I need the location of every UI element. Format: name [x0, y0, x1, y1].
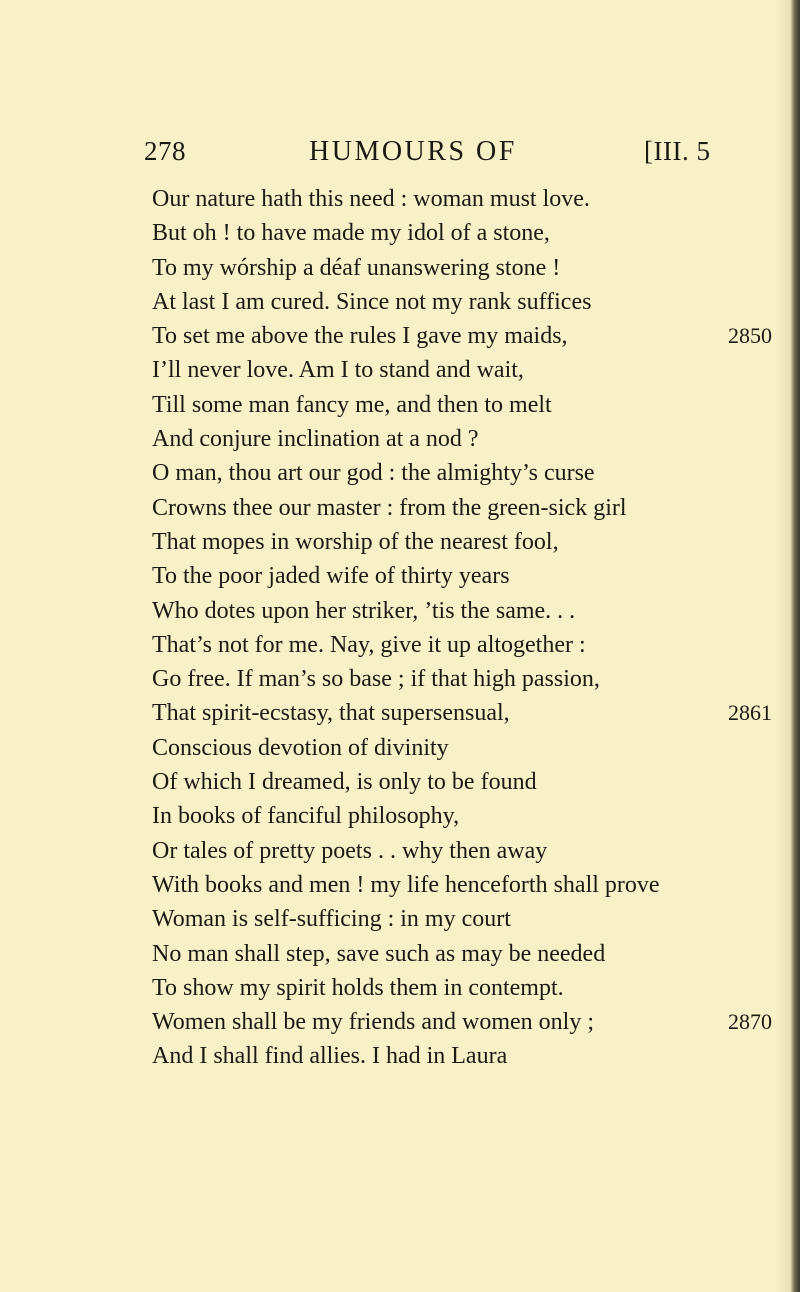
poem-line	[152, 491, 772, 525]
running-head	[144, 136, 770, 170]
poem-line-text: That mopes in worship of the nearest fool,	[152, 528, 559, 555]
poem-line	[152, 662, 772, 696]
section-reference: [III. 5	[644, 136, 711, 166]
poem-line	[152, 765, 772, 799]
line-number: 2861	[728, 700, 772, 726]
poem-line-text: I’ll never love. Am I to stand and wait,	[152, 357, 524, 384]
poem-line-text: Crowns thee our master : from the green-sick girl	[152, 494, 627, 521]
poem-line	[152, 1039, 772, 1073]
poem-line-text: At last I am cured. Since not my rank suffices	[152, 288, 592, 315]
poem-line-text: Women shall be my friends and women only ;	[152, 1009, 594, 1036]
poem-line-text: And conjure inclination at a nod ?	[152, 426, 479, 453]
poem-line-text: With books and men ! my life henceforth shall prove	[152, 871, 660, 898]
page-edge	[790, 0, 800, 1292]
poem-line	[152, 319, 772, 353]
page-number: 278	[144, 136, 186, 166]
poem-line-text: To my wórship a déaf unanswering stone !	[152, 254, 561, 281]
line-number: 2850	[728, 323, 772, 349]
poem-line	[152, 971, 772, 1005]
poem-line	[152, 834, 772, 868]
poem-line-text: To show my spirit holds them in contempt.	[152, 974, 564, 1001]
poem-line	[152, 182, 772, 216]
page-gutter-shadow	[776, 0, 790, 1292]
poem-line	[152, 525, 772, 559]
poem-line-text: And I shall find allies. I had in Laura	[152, 1043, 508, 1070]
poem-line-text: Woman is self-sufficing : in my court	[152, 906, 511, 933]
poem-line	[152, 902, 772, 936]
poem-line-text: No man shall step, save such as may be needed	[152, 940, 606, 967]
poem-line-text: O man, thou art our god : the almighty’s curse	[152, 460, 595, 487]
line-number: 2870	[728, 1009, 772, 1035]
poem-line	[152, 559, 772, 593]
poem-line	[152, 628, 772, 662]
poem-line	[152, 456, 772, 490]
running-title: HUMOURS OF	[309, 136, 517, 167]
poem-line	[152, 594, 772, 628]
poem-line-text: To set me above the rules I gave my maids,	[152, 323, 568, 350]
poem-line	[152, 353, 772, 387]
poem-line-text: Till some man fancy me, and then to melt	[152, 391, 552, 418]
poem-line-text: Who dotes upon her striker, ’tis the same. . .	[152, 597, 576, 624]
poem-line-text: Of which I dreamed, is only to be found	[152, 769, 537, 796]
poem-line	[152, 799, 772, 833]
poem-line-text: Or tales of pretty poets . . why then away	[152, 837, 548, 864]
poem-line	[152, 1005, 772, 1039]
poem-line	[152, 868, 772, 902]
poem-line	[152, 216, 772, 250]
poem-line	[152, 285, 772, 319]
poem-line	[152, 251, 772, 285]
poem-line-text: That’s not for me. Nay, give it up altogether :	[152, 631, 586, 658]
poem-line	[152, 696, 772, 730]
poem-line-text: To the poor jaded wife of thirty years	[152, 563, 510, 590]
poem-line	[152, 388, 772, 422]
poem-line	[152, 731, 772, 765]
poem-line-text: That spirit-ecstasy, that supersensual,	[152, 700, 510, 727]
poem-line-text: Our nature hath this need : woman must love.	[152, 186, 590, 212]
poem-line-text: In books of fanciful philosophy,	[152, 803, 460, 830]
poem-line	[152, 937, 772, 971]
poem-line-text: But oh ! to have made my idol of a stone,	[152, 220, 550, 247]
poem-text	[152, 182, 772, 1074]
poem-line-text: Conscious devotion of divinity	[152, 734, 449, 761]
poem-line	[152, 422, 772, 456]
poem-line-text: Go free. If man’s so base ; if that high passion,	[152, 666, 600, 693]
